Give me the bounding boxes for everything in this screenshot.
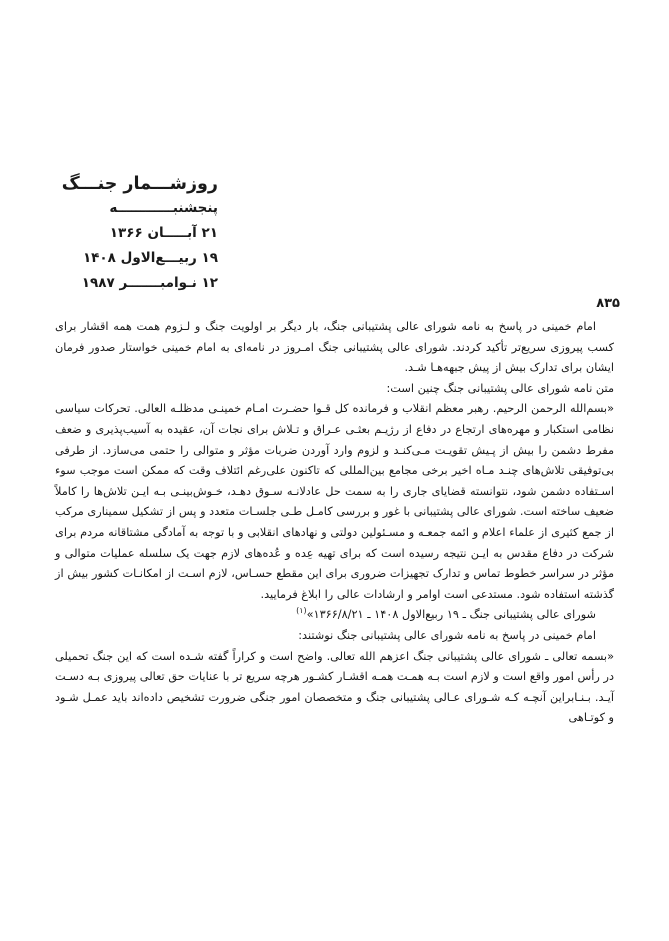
entry-body: [55, 317, 614, 729]
imam-reply: «بسمه تعالی ـ شورای عالی پشتیبانی جنگ اعزهم الله تعالی. واضح است و کراراً گفته شـده است که این جنگ تحمیلی در رأس امور واقع است و لازم است بـه همـت همـه اقشـار کشـور هرچه سریع تر با عنایات حق تعالی پیروزی بـه دسـت آیـد. بـنـابراین آنچـه کـه شـورای عـالی پشتیبانی جنگ و متخصصان امور جنگی ضرورت تشخیص داده‌اند باید عمـل شـود و کوتـاهی: [55, 649, 614, 725]
date-gregorian: ۱۲ نـوامبـــــــر ۱۹۸۷: [81, 275, 218, 291]
reply-intro: امام خمینی در پاسخ به نامه شورای عالی پشتیبانی جنگ نوشتند:: [298, 628, 596, 642]
council-letter: «بسم‌الله الرحمن الرحیم. رهبر معظم انقلاب و فرمانده کل قـوا حضـرت امـام خمینـی مدظلـه العالی. تحرکات سیاسی نظامی استکبار و مهره‌های ارتجاع در دفاع از رژیـم بعثـی عـراق و تـلاش برای نجات آن، عقیده به آسیب‌پذیری و ضعف مفرط دشمن را بیش از پـیش تقویـت مـی‌کنـد و لزوم وارد آوردن ضربات مؤثر و متوالی را حتمی می‌سازد. از طرفی بی‌توفیقی تلاش‌های چنـد مـاه اخیر برخی مجامع بین‌المللی که تاکنون علی‌رغم ائتلاف وقت که ممکن است موجب سوء اسـتفاده دشمن شود، نتوانسته قضایای جاری را به سمت حل عادلانـه سـوق دهـد، خـوش‌بینـی بـه ایـن تلاش‌ها را کاملاً ضعیف ساخته است. شورای عالی پشتیبانی با غور و بررسی کامـل طـی جلسـات متعدد و پس از تشکیل سمیناری مرکب از جمع کثیری از علماء اعلام و ائمه جمعـه و مسـئولین دولتی و نهادهای انقلابی و با توجه به آمادگی مشتاقانه مردم برای شرکت در دفاع مقدس به ایـن نتیجه رسیده است که برای تهیه عِده و عُده‌های لازم جهت یک سلسله عملیات متوالی و مؤثر در سراسر خطوط تماس و تدارک تجهیزات ضروری برای این مقطع حسـاس، لازم اسـت از امکانـات کشور بیش از گذشته استفاده شود. مستدعی است اوامر و ارشادات عالی را ابلاغ فرمایید.: [55, 402, 614, 601]
chronicle-title: روزشـــمار جنـــگ: [61, 174, 218, 194]
letter-signature: [55, 605, 614, 626]
date-solar: ۲۱ آبـــــان ۱۳۶۶: [109, 225, 218, 241]
date-lunar: ۱۹ ربیـــع‌الاول ۱۴۰۸: [82, 250, 218, 266]
intro-paragraph: امام خمینی در پاسخ به نامه شورای عالی پشتیبانی جنگ، بار دیگر بر اولویت جنگ و لـزوم همت همه اقشار برای کسب پیروزی سریع‌تر تأکید کردند. شورای عالی پشتیبانی جنگ امـروز در نامه‌ای به امام خمینی خواستار صدور فرمان ایشان برای تدارک بیش از پیش جبهه‌هـا شـد.: [55, 320, 614, 375]
letter-intro: متن نامه شورای عالی پشتیبانی جنگ چنین است:: [386, 381, 614, 395]
date-header: [28, 172, 218, 296]
weekday: پنجشنبــــــــــــه: [109, 200, 218, 216]
signature-text: شورای عالی پشتیبانی جنگ ـ ۱۹ ربیع‌الاول ۱۴۰۸ ـ ۱۳۶۶/۸/۲۱»: [306, 608, 596, 622]
footnote-ref: (۱): [296, 606, 307, 616]
entry-number: ۸۳۵: [596, 296, 620, 311]
